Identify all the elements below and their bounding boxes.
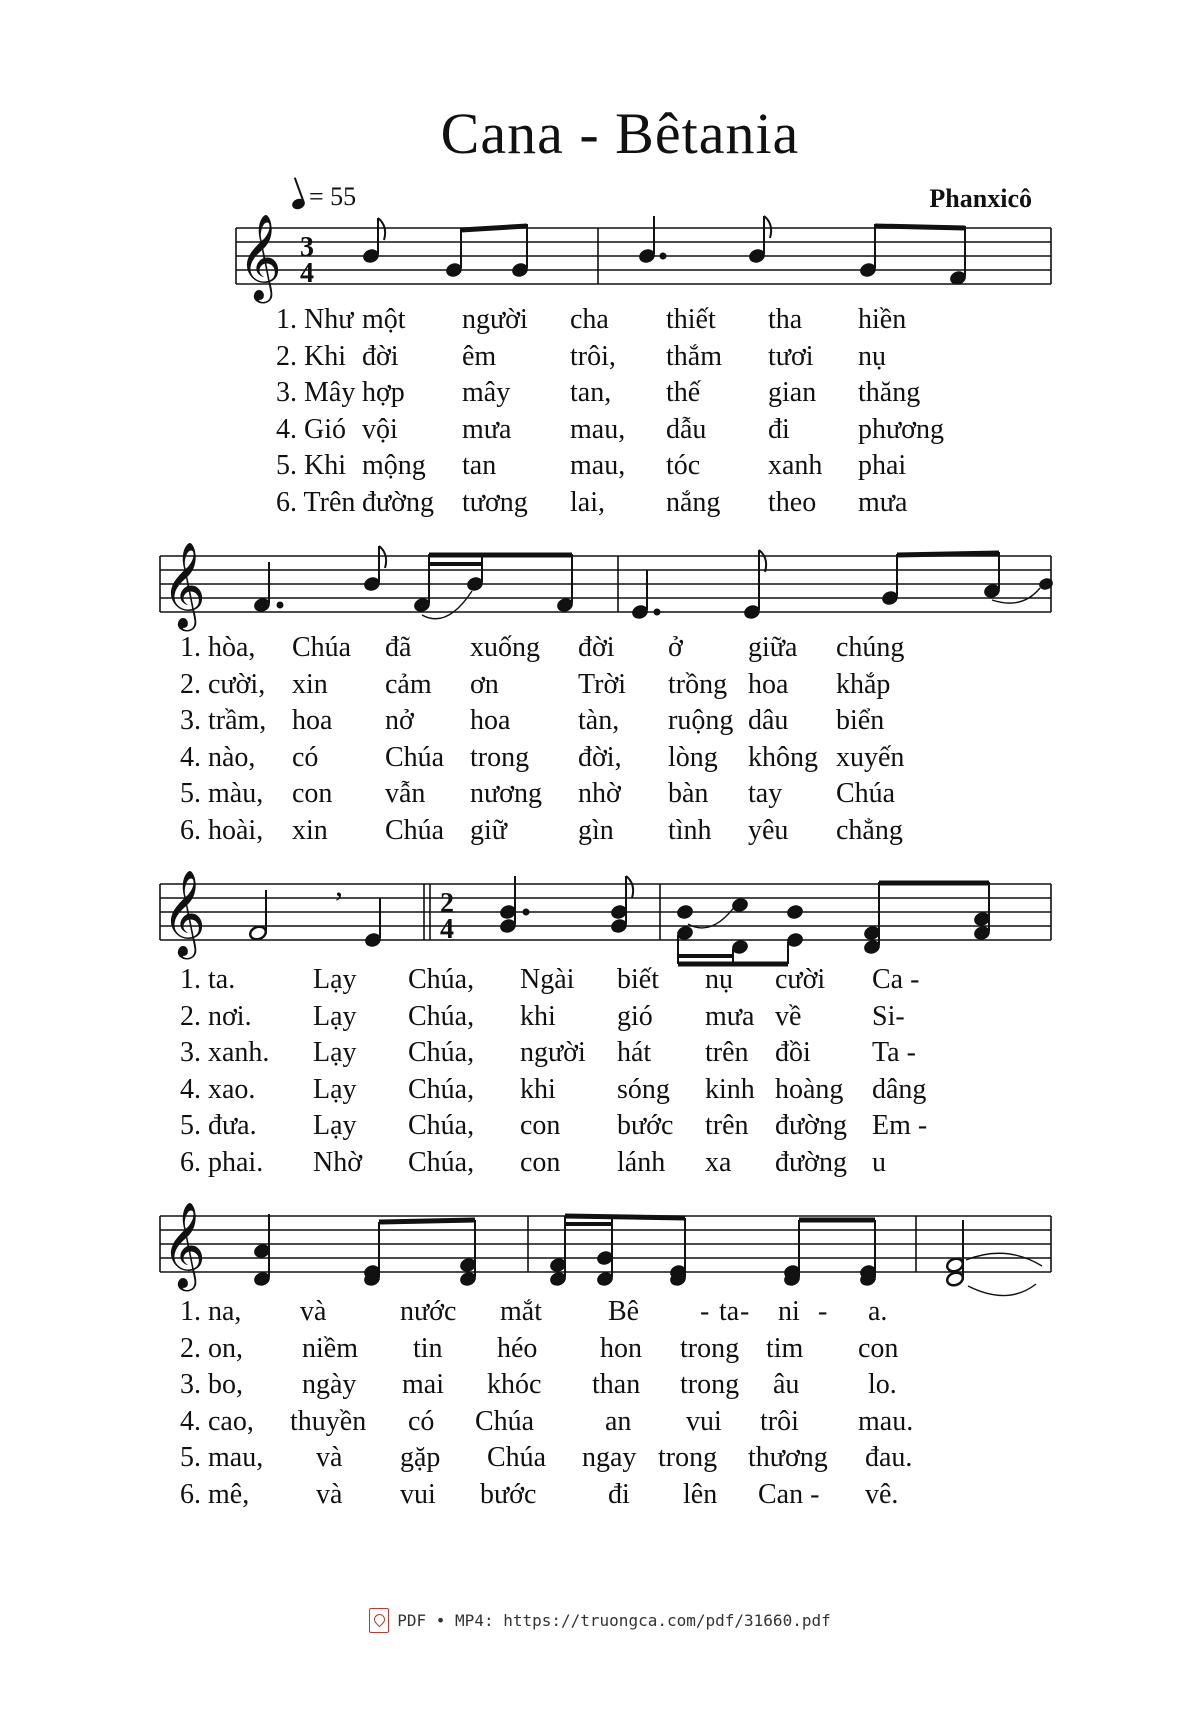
lyric-word: gặp [400,1442,441,1473]
lyric-word: 6. mê, [180,1478,250,1510]
lyric-word: người [520,1037,586,1068]
lyric-word: ở [668,632,683,663]
composer-name: Phanxicô [929,184,1032,213]
lyric-word: 3. xanh. [180,1037,270,1068]
lyric-word: 1. Như [276,304,354,335]
lyric-word: ta [719,1296,740,1327]
lyric-word: dẫu [666,413,707,445]
lyric-word: thương [748,1442,828,1473]
lyric-word: mắt [500,1296,542,1327]
lyric-word: bước [617,1110,674,1141]
lyric-word: tan [462,450,497,481]
lyric-word: êm [462,340,497,372]
lyric-word: hoàng [775,1073,844,1105]
lyric-word: Chúa, [408,1037,475,1068]
lyric-word: dâng [872,1073,927,1105]
lyric-word: biết [617,964,659,995]
lyric-word: hiền [858,304,907,335]
lyric-word: sóng [617,1073,670,1105]
lyric-word: ruộng [668,705,734,736]
pdf-file-icon [369,1608,389,1633]
footer-link[interactable] [0,1608,1200,1633]
lyric-word: 2. Khi [276,340,346,372]
lyric-word: trong [470,741,530,773]
lyric-word: tóc [666,450,701,481]
lyric-word: Bê [608,1296,640,1327]
lyric-word: vội [362,413,398,445]
lyric-word: thăng [858,377,921,408]
lyric-word: trong [680,1332,740,1364]
lyric-word: biển [836,705,885,736]
lyric-word: 4. nào, [180,741,256,773]
lyric-word: 1. na, [180,1296,242,1327]
lyric-word: Chúa [385,741,445,773]
lyric-word: hoa [470,705,511,736]
lyric-word: dâu [748,705,789,736]
lyric-line [0,667,1200,704]
svg-text:,: , [335,867,343,903]
lyric-word: trên [705,1110,749,1141]
treble-clef-icon: 𝄞 [162,542,206,628]
lyric-word: 2. cười, [180,668,266,700]
lyric-word: tương [462,486,528,518]
lyric-word: 5. đưa. [180,1110,257,1141]
lyric-word: hon [600,1332,642,1364]
lyric-word: Ta - [872,1037,916,1068]
lyric-word: tim [766,1332,804,1364]
lyric-word: yêu [748,814,789,846]
lyric-word: xa [705,1146,732,1178]
lyrics-block-2 [0,630,1200,849]
lyric-word: nước [400,1296,457,1327]
lyric-word: theo [768,486,817,518]
lyric-word: vui [400,1478,436,1510]
lyric-word: gió [617,1000,653,1032]
lyric-word: thế [666,377,701,408]
lyric-word: không [748,741,818,773]
lyric-word: lánh [617,1146,666,1178]
lyric-word: cha [570,304,609,335]
lyric-word: gian [768,377,817,408]
lyric-word: vui [686,1405,722,1437]
lyric-line [0,1440,1200,1477]
lyric-word: than [592,1369,641,1400]
staff-system-2 [0,518,1200,638]
lyric-word: tin [413,1332,443,1364]
lyric-line [0,302,1200,339]
lyric-word: 1. hòa, [180,632,256,663]
lyric-word: 5. mau, [180,1442,264,1473]
lyric-word: Em - [872,1110,928,1141]
lyric-word: 3. trầm, [180,705,267,736]
lyric-word: Chúa [292,632,352,663]
lyric-word: 3. Mây [276,377,356,408]
staff-system-1 [0,190,1200,310]
lyric-word: bước [480,1478,537,1510]
lyric-word: vê. [865,1478,899,1510]
lyric-word: xuống [470,632,540,663]
lyric-word: Chúa, [408,1110,475,1141]
treble-clef-icon: 𝄞 [162,1202,206,1288]
lyric-line [0,740,1200,777]
lyric-word: trên [705,1037,749,1068]
lyric-line [0,1477,1200,1514]
lyric-word: 4. xao. [180,1073,256,1105]
lyric-line [0,1072,1200,1109]
lyric-word: có [408,1405,435,1437]
lyric-word: trong [680,1369,740,1400]
lyric-word: - [818,1296,828,1327]
lyric-word: thắm [666,340,722,372]
lyric-word: trồng [668,668,728,700]
lyric-word: mai [402,1369,444,1400]
song-title: Cana - Bêtania [440,101,800,166]
lyric-word: và [316,1442,343,1473]
lyric-line [0,1404,1200,1441]
lyric-word: - [700,1296,710,1327]
lyric-line [0,1294,1200,1331]
lyric-word: hát [617,1037,652,1068]
lyric-word: ni [778,1296,800,1327]
lyric-word: ngày [302,1369,357,1400]
lyric-word: nương [470,778,542,809]
lyric-word: tình [668,814,712,846]
lyric-word: đường [775,1146,847,1178]
svg-text:4: 4 [300,258,314,289]
lyric-word: phai [858,450,907,481]
lyric-word: 4. cao, [180,1405,254,1437]
lyric-word: con [520,1110,561,1141]
lyric-word: Lạy [313,1000,357,1032]
lyric-line [0,703,1200,740]
lyric-word: đồi [775,1037,811,1068]
lyric-word: con [858,1332,899,1364]
lyric-word: Chúa, [408,1000,475,1032]
svg-text:3: 3 [300,232,314,263]
lyric-line [0,962,1200,999]
lyric-word: khóc [487,1369,542,1400]
lyric-word: đường [362,486,434,518]
lyric-word: và [316,1478,343,1510]
lyric-word: đời, [578,741,622,773]
lyric-word: héo [497,1332,538,1364]
lyric-line [0,485,1200,522]
lyric-word: Chúa [487,1442,547,1473]
lyric-line [0,375,1200,412]
lyric-word: chẳng [836,814,903,846]
lyric-line [0,1108,1200,1145]
lyric-word: ơn [470,668,499,700]
lyric-word: xanh [768,450,823,481]
lyric-word: Lạy [313,1110,357,1141]
lyric-word: Si- [872,1000,905,1032]
lyric-line [0,412,1200,449]
lyric-word: lòng [668,741,718,773]
lyric-word: Chúa [475,1405,535,1437]
footer-text[interactable]: PDF • MP4: https://truongca.com/pdf/31660.pdf [397,1611,831,1630]
lyric-word: Chúa, [408,964,475,995]
lyric-word: Chúa [385,814,445,846]
lyric-word: xin [292,668,328,700]
lyric-word: mau, [570,413,626,445]
lyric-word: giữ [470,814,507,846]
lyric-word: con [520,1146,561,1178]
lyric-word: đường [775,1110,847,1141]
tempo-value: = 55 [309,182,357,211]
lyric-word: Lạy [313,964,357,995]
lyric-line [0,448,1200,485]
lyric-word: a. [868,1296,888,1327]
lyric-word: lo. [868,1369,897,1400]
lyric-word: Nhờ [313,1146,363,1178]
lyric-word: nở [385,705,414,736]
lyric-word: cười [775,964,826,995]
lyric-word: và [300,1296,327,1327]
lyric-word: âu [773,1369,800,1400]
lyric-word: 6. Trên [276,486,356,518]
lyric-word: 5. Khi [276,450,346,481]
lyric-word: khắp [836,668,891,700]
lyric-word: hoa [748,668,789,700]
staff-system-4 [0,1178,1200,1298]
lyric-word: Chúa, [408,1073,475,1105]
staff-system-3 [0,846,1200,966]
lyric-line [0,339,1200,376]
lyric-word: lai, [570,486,605,518]
lyric-word: đau. [865,1442,913,1473]
treble-clef-icon: 𝄞 [162,870,206,956]
lyric-word: đi [768,413,790,445]
lyric-word: Trời [578,668,627,700]
lyric-word: tươi [768,340,814,372]
lyric-word: 5. màu, [180,778,264,809]
lyric-word: xuyến [836,741,905,773]
lyrics-block-1 [0,302,1200,521]
lyric-word: tha [768,304,803,335]
lyric-word: kinh [705,1073,755,1105]
lyric-word: nắng [666,486,721,518]
lyric-word: hoa [292,705,333,736]
lyric-line [0,813,1200,850]
lyric-word: cảm [385,668,432,700]
lyric-word: nụ [705,964,733,995]
lyrics-block-3 [0,962,1200,1181]
lyric-word: phương [858,413,944,445]
lyric-word: vẫn [385,778,426,809]
lyric-word: nụ [858,340,886,372]
treble-clef-icon: 𝄞 [238,214,282,300]
lyric-word: lên [683,1478,718,1510]
lyric-line [0,999,1200,1036]
lyric-word: 2. on, [180,1332,243,1364]
lyric-word: xin [292,814,328,846]
lyric-word: một [362,304,406,335]
lyric-word: mưa [858,486,908,518]
lyric-line [0,1367,1200,1404]
lyric-word: tay [748,778,783,809]
lyric-word: Chúa [836,778,896,809]
lyric-word: Chúa, [408,1146,475,1178]
lyric-line [0,1331,1200,1368]
lyric-word: 2. nơi. [180,1000,252,1032]
lyric-word: mưa [462,413,512,445]
lyric-line [0,1145,1200,1182]
lyric-word: đi [608,1478,630,1510]
lyric-word: thiết [666,304,716,335]
lyric-word: chúng [836,632,905,663]
lyric-word: 6. hoài, [180,814,264,846]
lyric-word: đã [385,632,412,663]
lyric-word: con [292,778,333,809]
lyric-word: trong [658,1442,718,1473]
lyric-word: mộng [362,450,426,481]
lyric-word: mau. [858,1405,914,1437]
lyric-line [0,776,1200,813]
lyric-word: an [605,1405,632,1437]
lyric-word: tàn, [578,705,620,736]
lyric-word: khi [520,1073,556,1105]
lyric-word: Lạy [313,1073,357,1105]
lyric-word: thuyền [290,1405,367,1437]
lyric-line [0,630,1200,667]
lyric-word: giữa [748,632,798,663]
lyric-word: gìn [578,814,614,846]
lyric-word: người [462,304,528,335]
lyrics-block-4 [0,1294,1200,1513]
lyric-word: đời [362,340,399,372]
lyric-word: hợp [362,377,405,408]
lyric-word: Ca - [872,964,920,995]
lyric-word: - [740,1296,750,1327]
lyric-word: mưa [705,1000,755,1032]
lyric-word: Can - [758,1478,820,1510]
lyric-line [0,1035,1200,1072]
lyric-word: trôi [760,1405,799,1437]
lyric-word: 1. ta. [180,964,236,995]
lyric-word: niềm [302,1332,358,1364]
svg-text:4: 4 [440,914,454,945]
lyric-word: có [292,741,319,773]
lyric-word: đời [578,632,615,663]
lyric-word: 4. Gió [276,413,346,445]
lyric-word: về [775,1000,802,1032]
lyric-word: mau, [570,450,626,481]
lyric-word: u [872,1146,886,1178]
svg-text:2: 2 [440,888,454,919]
lyric-word: Lạy [313,1037,357,1068]
lyric-word: nhờ [578,778,621,809]
lyric-word: Ngài [520,964,575,995]
lyric-word: mây [462,377,511,408]
lyric-word: ngay [582,1442,637,1473]
lyric-word: bàn [668,778,709,809]
lyric-word: khi [520,1000,556,1032]
lyric-word: trôi, [570,340,616,372]
lyric-word: 3. bo, [180,1369,243,1400]
lyric-word: tan, [570,377,612,408]
lyric-word: 6. phai. [180,1146,264,1178]
